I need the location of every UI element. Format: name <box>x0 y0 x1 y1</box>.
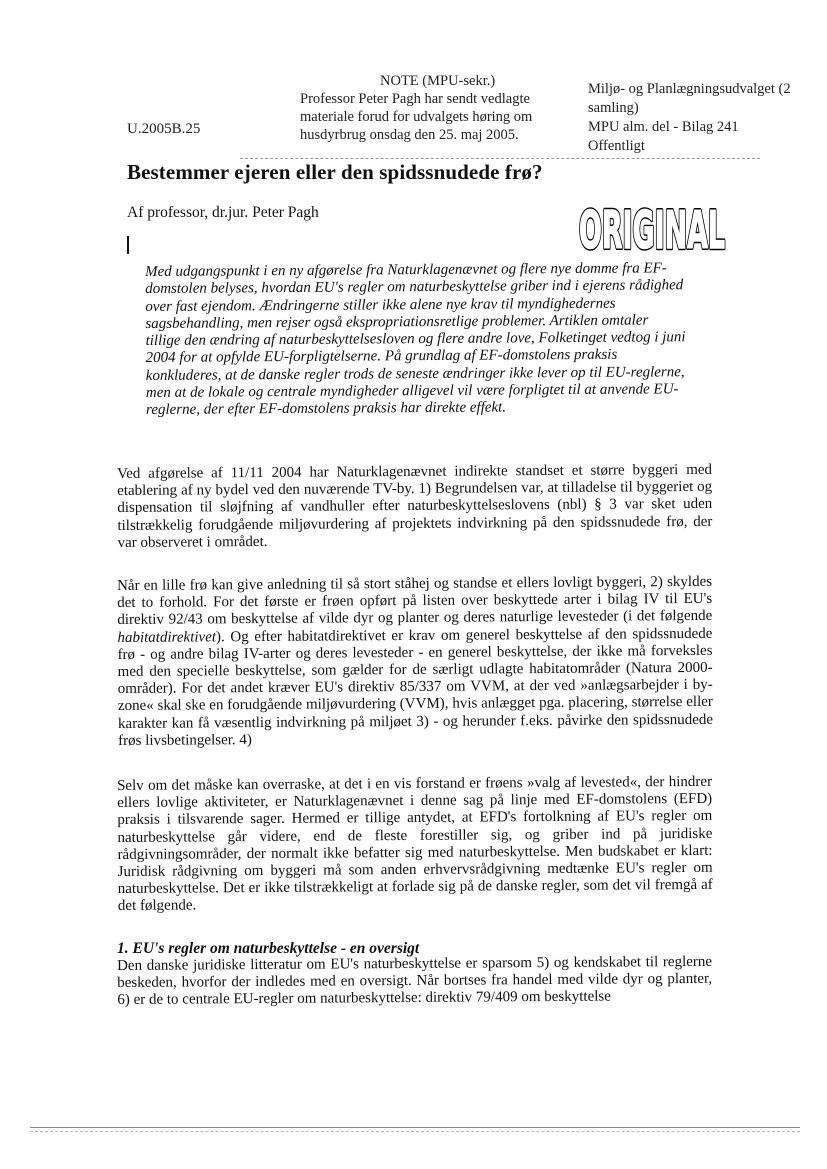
committee-line-1: Miljø- og Planlægningsudvalget (2 <box>588 81 791 97</box>
bottom-rule-dashed <box>30 1131 800 1132</box>
section-heading: 1. EU's regler om naturbeskyttelse - en oversigt <box>117 940 420 957</box>
stamp-text: ORIGINAL <box>579 201 725 254</box>
paragraph-2 <box>117 574 713 750</box>
stamp-text-inner: ORIGINAL <box>579 201 725 254</box>
article-author: Af professor, dr.jur. Peter Pagh <box>127 204 319 221</box>
paragraph-4: Den danske juridiske litteratur om EU's naturbeskyttelse er sparsom 5) og kendskabet til reglerne beskeden, hvorfor der indledes med en oversigt. Når bortses fra handel med vilde dyr og planter, 6) er de to centrale EU-regler om naturbeskyttelse: direktiv 79/409 om beskyttelse <box>117 953 713 1009</box>
article-title: Bestemmer ejeren eller den spidssnudede frø? <box>127 160 543 184</box>
paragraph-2-part-2: ). Og efter habitatdirektivet er krav om generel beskyttelse af den spidssnudede frø - og andre bilag IV-arter og deres levesteder - en generel beskyttelse, der ikke må forveksles med den specielle beskyttelse, som gælder for de særligt udlagte habitatområder (Natura 2000-områder). For det andet kræver EU's direktiv 85/337 om VVM, at der ved »anlægsarbejder i by-zone« skal ske en forudgående miljøvurdering (VVM), hvis anlægget pga. placering, størrelse eller karakter kan få væsentlig indvirkning på miljøet 3) - og herunder f.eks. påvirke den spidssnudede frøs livsbetingelser. 4) <box>117 625 714 749</box>
paragraph-2-part-1: Når en lille frø kan give anledning til så stort ståhej og standse et ellers lovligt byggeri, 2) skyldes det to forhold. For det første er frøen opført på listen over beskyttede arter i bilag IV til EU's direktiv 92/43 om beskyttelse af vilde dyr og planter og deres naturlige levesteder (i det følgende <box>117 573 713 629</box>
paragraph-1: Ved afgørelse af 11/11 2004 har Naturklagenævnet indirekte standset et større byggeri med etablering af ny bydel ved den nuværende TV-by. 1) Begrundelsen var, at tilladelse til byggeriet og dispensation til sløjfning af vandhuller efter naturbeskyttelseslovens (nbl) § 3 var sket uden tilstrækkelig forudgående miljøvurdering af projektets indvirkning på den spidssnudede frø, der var observeret i området. <box>117 461 713 551</box>
text-cursor-mark <box>127 236 129 254</box>
paragraph-3: Selv om det måske kan overraske, at det i en vis forstand er frøens »valg af levested«, der hindrer ellers lovlige aktiviteter, er Naturklagenævnet i denne sag på linje med EF-domstolens (EFD) praksis i tilsvarende sager. Hermed er tillige antydet, at EFD's fortolkning af EU's regler om naturbeskyttelse går videre, end de fleste forestiller sig, og griber ind på juridiske rådgivningsområder, der normalt ikke befatter sig med naturbeskyttelse. Men budskabet er klart: Juridisk rådgivning om byggeri må som anden erhvervsrådgivning medtænke EU's regler om naturbeskyttelse. Det er ikke tilstrækkeligt at forlade sig på de danske regler, som det vil fremgå af det følgende. <box>117 773 713 915</box>
note-title: NOTE (MPU-sekr.) <box>380 73 496 89</box>
committee-line-4: Offentligt <box>588 138 645 154</box>
note-body: Professor Peter Pagh har sendt vedlagte materiale forud for udvalgets høring om husdyrbrug onsdag den 25. maj 2005. <box>300 91 533 143</box>
header-note <box>300 72 575 144</box>
habitat-directive-term: habitatdirektivet <box>117 628 217 646</box>
committee-info <box>588 80 827 156</box>
article-abstract: Med udgangspunkt i en ny afgørelse fra Naturklagenævnet og flere nye domme fra EF-domstolen belyses, hvordan EU's regler om naturbeskyttelse griber ind i ejerens rådighed over fast ejendom. Ændringerne stiller ikke alene nye krav til myndighedernes sagsbehandling, men rejser også ekspropriationsretlige problemer. Artiklen omtaler tillige den ændring af naturbeskyttelsesloven og flere andre love, Folketinget vedtog i juni 2004 for at opfylde EU-forpligtelserne. På grundlag af EF-domstolens praksis konkluderes, at de danske regler trods de seneste ændringer ikke lever op til EU-reglerne, men at de lokale og centrale myndigheder alligevel vil være forpligtet til at anvende EU-reglerne, der efter EF-domstolens praksis har direkte effekt. <box>145 260 686 419</box>
original-stamp <box>577 198 727 254</box>
bottom-rule <box>30 1127 800 1128</box>
divider <box>240 158 760 159</box>
committee-line-2: samling) <box>588 100 639 116</box>
committee-line-3: MPU alm. del - Bilag 241 <box>588 119 739 135</box>
document-reference: U.2005B.25 <box>127 121 201 137</box>
